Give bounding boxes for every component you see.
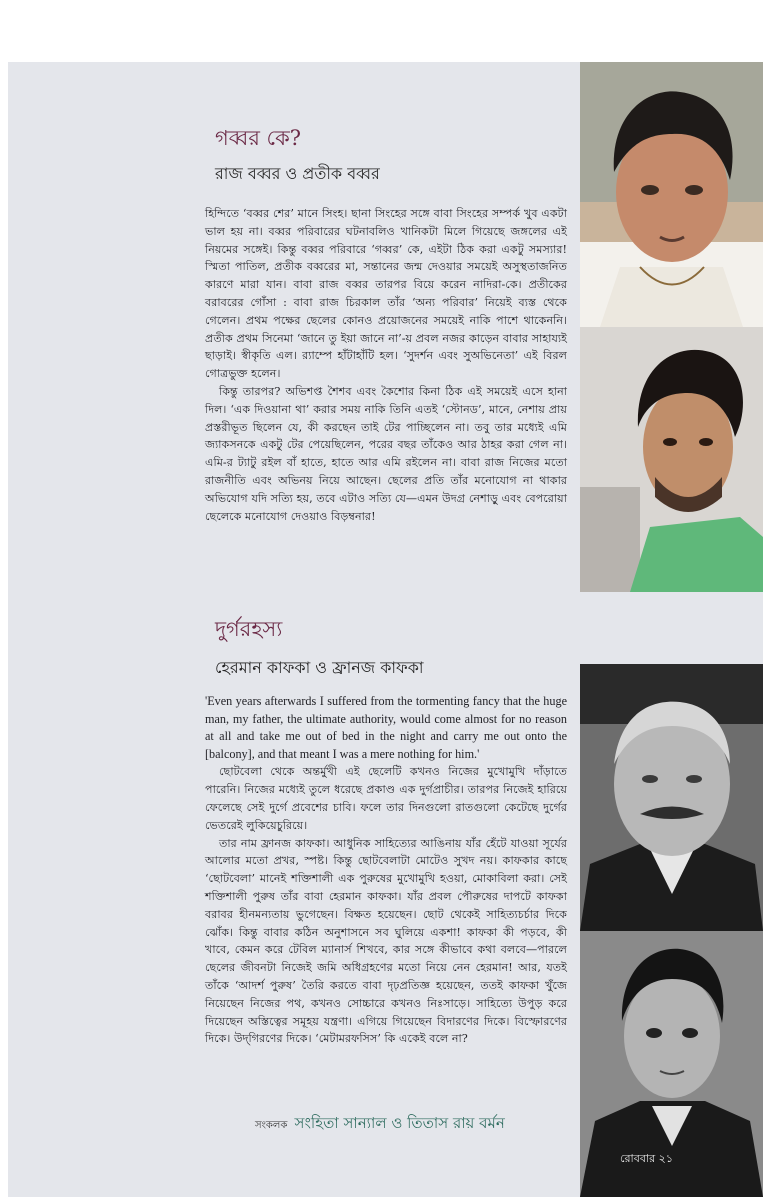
article1-paragraph-2: কিন্তু তারপর? অভিশপ্ত শৈশব এবং কৈশোর কিনা ঠিক এই সময়েই এসে হানা দিল। ‘এক দিওয়ানা থা’ করার সময় নাকি তিনি এতই ‘স্টোনড’, মানে, নেশায় প্রায় প্রস্তরীভূত ছিলেন যে, কী করছেন তাই টের পাচ্ছিলেন না। তবু তার মধ্যেই এমি জ্যাকসনকে একটু টের পেয়েছিলেন, পরের বছর তাঁকেও আর ঠাহর করা গেল না। এমি-র ট্যাটু রইল বাঁ হাতে, হাতে আর এমি রইলেন না। বাবা রাজ নিজের মতো রাজনীতি এবং অভিনয় নিয়ে আছেন। ছেলের প্রতি তাঁর মনোযোগ না থাকার অভিযোগ যদি সত্যি হয়, তবে এটাও সত্যি যে—এমন উদগ্র নেশাড়ু এবং বেপরোয়া ছেলেকে মনোযোগ দেওয়াও বিড়ম্বনার! (205, 384, 567, 523)
article1-body (205, 205, 567, 525)
article2-body (205, 693, 567, 1048)
article1-title: গব্বর কে? (215, 126, 302, 150)
photo-hermann-kafka (580, 664, 763, 931)
article1-subtitle: রাজ বব্বর ও প্রতীক বব্বর (215, 164, 380, 183)
article2-subtitle: হেরমান কাফকা ও ফ্রানজ কাফকা (215, 658, 424, 677)
credit-names: সংহিতা সান্যাল ও তিতাস রায় বর্মন (294, 1114, 505, 1132)
article2-paragraph-1: ছোটবেলা থেকে অন্তর্মুখী এই ছেলেটি কখনও নিজের মুখোমুখি দাঁড়াতে পারেনি। নিজের মধ্যেই তুলে ধরেছে প্রকাণ্ড এক দুর্গপ্রাচীর। তারপর নিজেই হারিয়ে ফেলেছে সেই দুর্গে প্রবেশের চাবি। ফলে তার দিনগুলো রাতগুলো কেটেছে দুর্গের ভেতরেই লুকিয়েচুরিয়ে। (205, 765, 567, 832)
article1-paragraph-1: হিন্দিতে ‘বব্বর শের’ মানে সিংহ। ছানা সিংহের সঙ্গে বাবা সিংহের সম্পর্ক খুব একটা ভাল হয় না। বব্বর পরিবারের ঘটনাবলিও খানিকটা মিলে গিয়েছে জঙ্গলের এই নিয়মের সঙ্গেই। কিন্তু বব্বর পরিবারে ‘গব্বর’ কে, এইটা ঠিক করা একটু সমস্যার! স্মিতা পাতিল, প্রতীক বব্বরের মা, সন্তানের জন্ম দেওয়ার সময়েই অসুস্থতাজনিত কারণে মারা যান। বাবা রাজ বব্বর তারপর বিয়ে করেন নাদিরা-কে। প্রতীকের বরাবরের গোঁসা : বাবা রাজ চিরকাল তাঁর ‘অন্য পরিবার’ নিয়েই ব্যস্ত থেকে গেলেন। প্রথম পক্ষের ছেলের কোনও প্রয়োজনের সময়েই নাকি পাশে থাকেননি। প্রতীক প্রথম সিনেমা ‘জানে তু ইয়া জানে না’-য় প্রবল নজর কাড়েন বাবার সাহায্যই ছাড়াই। স্বীকৃতি এল। র‍্যাম্পে হাঁটাহাঁটি হল। ‘সুদর্শন এবং সুঅভিনেতা’ এই বিরল গোত্রভুক্ত হলেন। (205, 207, 567, 381)
article2-title: দুর্গরহস্য (215, 617, 283, 641)
page-folio: রোববার ২১ (620, 1152, 673, 1165)
photo-prateik-babbar (580, 327, 763, 592)
credit-line (255, 1112, 575, 1137)
credit-label: সংকলক (255, 1120, 288, 1131)
article2-paragraph-2: তার নাম ফ্রানজ কাফকা। আধুনিক সাহিত্যের আঙিনায় যাঁর হেঁটে যাওয়া সূর্যের আলোর মতো প্রখর, স্পষ্ট। কিন্তু ছোটবেলাটা মোটেও সুখদ নয়। কাফকার কাছে ‘ছোটবেলা’ মানেই শক্তিশালী এক পুরুষের মুখোমুখি হওয়া, মোকাবিলা করা। সেই শক্তিশালী পুরুষ তাঁর বাবা হেরমান কাফকা। যাঁর প্রবল পৌরুষের দাপটে কাফকা বরাবর হীনমন্যতায় ভুগেছেন। বিক্ষত হয়েছেন। ছোট থেকেই সাহিত্যচর্চার দিকে ঝোঁক। কিন্তু বাবার কঠিন অনুশাসনে সব ঘুলিয়ে একশা! কাফকা কী পড়বে, কী খাবে, কেমন করে টেবিল ম্যানার্স শিখবে, কার সঙ্গে কীভাবে কথা বলবে—পারলে ছেলের জীবনটা নিজেই জমি অধিগ্রহণের মতো নিয়ে নেন হেরমান! আর, যতই তাঁকে ‘আদর্শ পুরুষ’ তৈরি করতে বাবা দৃঢ়প্রতিজ্ঞ হয়েছেন, ততই কাফকা খুঁজে নিয়েছেন নিজের পথ, কখনও সোচ্চারে কখনও নিঃসাড়ে। সাহিত্যে উপুড় করে দিয়েছেন অস্তিত্বের সমূহয় যন্ত্রণা। এগিয়ে গিয়েছেন বিদারণের দিকে। বিস্ফোরণের দিকে। উদ্‌গিরণের দিকে। ‘মেটামরফসিস’ কি একেই বলে না? (205, 836, 567, 1046)
article2-quote: 'Even years afterwards I suffered from the tormenting fancy that the huge man, my father, the ultimate authority, would come almost for no reason at all and take me out of bed in the night and carry me out onto the [balcony], and that meant I was a mere nothing for him.' (205, 694, 567, 761)
photo-raj-babbar (580, 62, 763, 327)
